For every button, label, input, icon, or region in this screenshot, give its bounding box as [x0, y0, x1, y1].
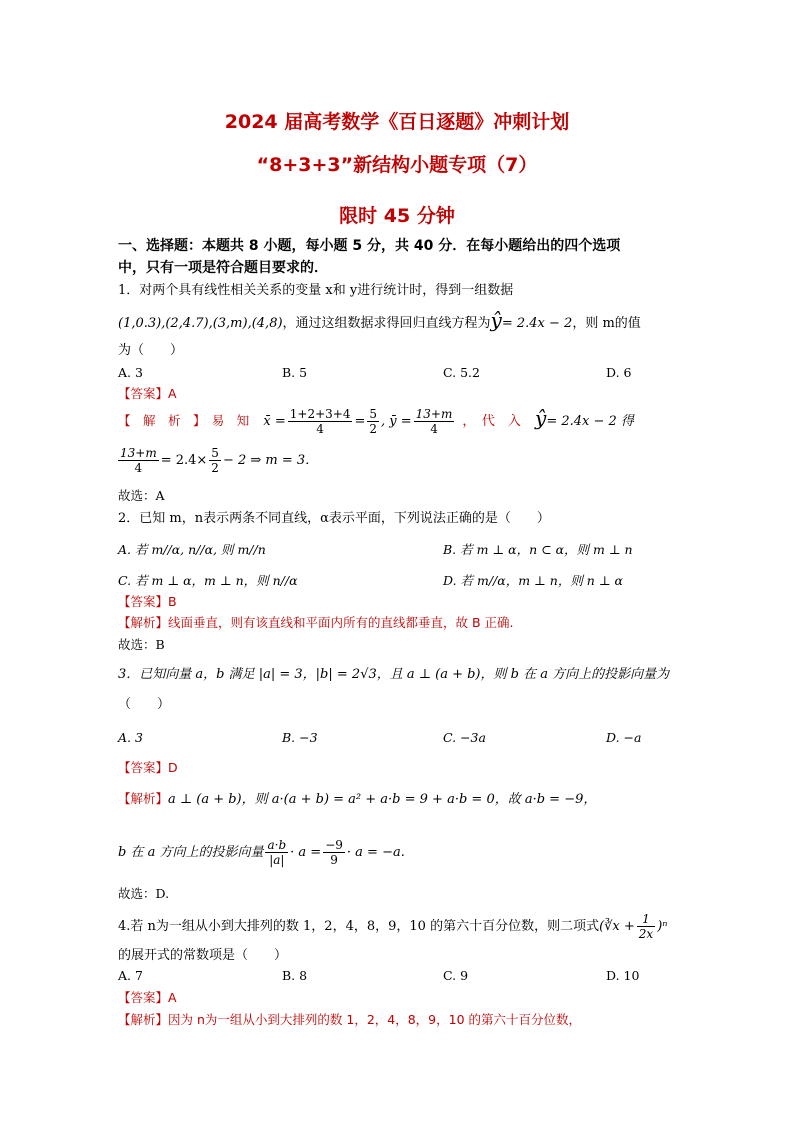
- q1-xbar: x̄ =: [263, 414, 286, 429]
- q1-analysis-line1: [118, 407, 634, 436]
- q3-projection-text: b 在 a 方向上的投影向量: [118, 845, 264, 860]
- q1-frac-five-halves: [367, 407, 379, 436]
- q1-stem-line2: [118, 308, 641, 333]
- q4-stem-line2: 的展开式的常数项是（ ）: [118, 948, 288, 963]
- section-heading-line1: 一、选择题：本题共 8 小题，每小题 5 分，共 40 分．在每小题给出的四个选项: [118, 238, 621, 254]
- q1-data-points: (1,0.3),(2,4.7),(3,m),(4,8): [118, 316, 283, 331]
- q1-calc-frac: [118, 446, 159, 475]
- q3-proj-end: · a = −a.: [346, 845, 405, 860]
- q3-analysis-label: 【解析】: [118, 791, 169, 806]
- q4-binomial: (∛x +: [599, 919, 635, 934]
- q1-yhat-symbol-2: ŷ: [535, 406, 547, 430]
- q2-option-b: B. 若 m ⊥ α，n ⊂ α，则 m ⊥ n: [443, 542, 633, 557]
- q4-answer: 【答案】A: [118, 990, 177, 1005]
- q1-frac-sum: [288, 407, 353, 436]
- q1-choose: 故选：A: [118, 488, 165, 503]
- q1-stem-text: ，通过这组数据求得回归直线方程为: [282, 316, 491, 331]
- q1-frac-ybar-num: 13+m: [415, 407, 453, 421]
- section-heading-line2: 中，只有一项是符合题目要求的．: [118, 260, 328, 276]
- q1-calc-mid: = 2.4×: [160, 453, 208, 468]
- q1-calc-frac-2: [209, 446, 221, 475]
- q3-proj-frac: [265, 838, 288, 867]
- q3-option-d: D. −a: [606, 730, 642, 745]
- q3-choose: 故选：D.: [118, 886, 170, 901]
- q3-analysis-line1: [118, 790, 596, 809]
- q3-proj-frac-2-num: −9: [325, 838, 343, 852]
- q2-answer: 【答案】B: [118, 594, 177, 609]
- q3-stem-line2: （ ）: [118, 697, 171, 712]
- q1-option-b: B. 5: [282, 365, 308, 380]
- q1-eq-sign: =: [354, 414, 366, 429]
- q1-analysis-line2: [118, 446, 318, 475]
- q3-answer: 【答案】D: [118, 760, 178, 775]
- q3-analysis-line2: [118, 838, 405, 867]
- q4-binom-frac-den: 2x: [638, 927, 654, 941]
- q2-option-c: C. 若 m ⊥ α，m ⊥ n，则 n//α: [118, 573, 298, 588]
- document-title: 2024 届高考数学《百日逐题》冲刺计划: [224, 111, 570, 133]
- q1-calc-frac-num: 13+m: [120, 446, 157, 460]
- q1-stem-line1: 1．对两个具有线性相关关系的变量 x和 y进行统计时，得到一组数据: [118, 283, 514, 298]
- q1-frac-5-den: 2: [369, 422, 378, 436]
- q3-analysis-text: a ⊥ (a + b)，则 a·(a + b) = a² + a·b = 9 + a·b = 0，故 a·b = −9，: [168, 792, 597, 807]
- q3-option-c: C. −3a: [443, 730, 486, 745]
- q1-stem-tail: ，则 m的值: [572, 316, 641, 331]
- q4-stem-line1: [118, 912, 668, 941]
- q4-option-c: C. 9: [443, 968, 469, 983]
- q3-stem-line1: 3．已知向量 a，b 满足 |a| = 3，|b| = 2√3，且 a ⊥ (a + b)，则 b 在 a 方向上的投影向量为: [118, 667, 670, 682]
- q4-option-d: D. 10: [606, 968, 640, 983]
- q3-option-b: B. −3: [282, 730, 318, 745]
- q1-stem-line3: 为（ ）: [118, 343, 184, 358]
- q1-calc-frac-den: 4: [134, 461, 143, 475]
- q1-option-a: A. 3: [118, 365, 143, 380]
- q3-proj-frac-den: |a|: [269, 853, 285, 867]
- q1-frac-ybar: [414, 407, 455, 436]
- q1-option-c: C. 5.2: [443, 365, 480, 380]
- q1-frac-sum-den: 4: [316, 422, 324, 436]
- q1-ybar: , ȳ =: [381, 414, 412, 429]
- q1-frac-5-num: 5: [369, 407, 378, 421]
- q1-answer: 【答案】A: [118, 386, 177, 401]
- q3-proj-frac-2: [323, 838, 345, 867]
- q1-calc-end: − 2 ⇒ m = 3．: [222, 453, 319, 468]
- q1-yhat-symbol: ŷ: [490, 308, 502, 332]
- q1-substitute-text: ， 代 入: [462, 414, 521, 429]
- q2-analysis: 【解析】线面垂直，则有该直线和平面内所有的直线都垂直，故 B 正确.: [118, 615, 514, 630]
- q1-calc-frac-2-den: 2: [211, 461, 219, 475]
- q4-option-a: A. 7: [118, 968, 143, 983]
- q4-binom-frac-num: 1: [637, 912, 655, 927]
- q4-stem-text: 4.若 n为一组从小到大排列的数 1，2，4，8，9，10 的第六十百分位数，则二项式: [118, 919, 600, 934]
- q4-binom-end: )ⁿ: [657, 919, 668, 934]
- q3-proj-mid: · a =: [290, 845, 322, 860]
- q1-regression-eq: = 2.4x − 2: [501, 316, 573, 331]
- time-limit: 限时 45 分钟: [339, 205, 455, 227]
- q3-proj-frac-num: a·b: [267, 838, 287, 852]
- q1-option-d: D. 6: [606, 365, 632, 380]
- q1-calc-frac-2-num: 5: [211, 446, 219, 460]
- q2-option-d: D. 若 m//α，m ⊥ n，则 n ⊥ α: [443, 573, 623, 588]
- q1-regression-eq-2: = 2.4x − 2 得: [546, 414, 634, 429]
- q1-frac-sum-num: 1+2+3+4: [289, 407, 351, 421]
- q2-choose: 故选：B: [118, 637, 165, 652]
- q4-binom-frac: [637, 912, 655, 941]
- q1-frac-ybar-den: 4: [430, 422, 438, 436]
- q3-proj-frac-2-den: 9: [330, 853, 338, 867]
- q4-analysis: 【解析】因为 n为一组从小到大排列的数 1，2，4，8，9，10 的第六十百分位数，: [118, 1012, 582, 1027]
- q2-option-a: A. 若 m//α, n//α, 则 m//n: [118, 542, 266, 557]
- q2-stem: 2．已知 m，n表示两条不同直线，α表示平面，下列说法正确的是（ ）: [118, 511, 550, 526]
- q1-analysis-label: 【 解 析 】 易 知: [118, 413, 250, 428]
- q4-option-b: B. 8: [282, 968, 308, 983]
- q3-option-a: A. 3: [118, 730, 143, 745]
- document-subtitle: “8+3+3”新结构小题专项（7）: [256, 154, 538, 176]
